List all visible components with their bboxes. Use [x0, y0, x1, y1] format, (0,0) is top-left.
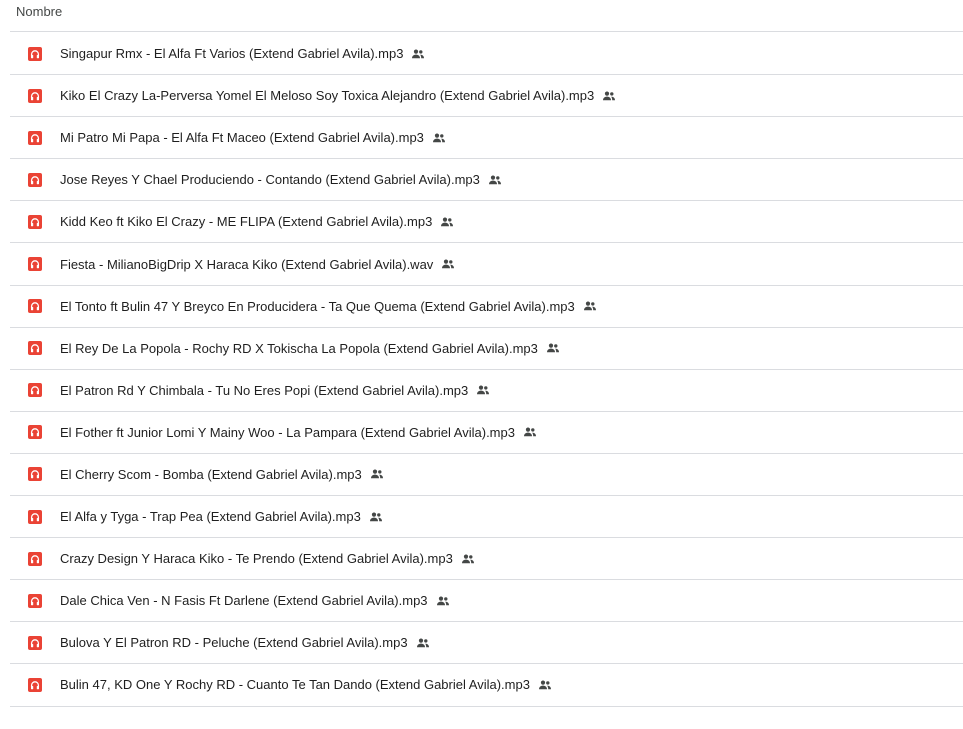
shared-people-icon	[461, 552, 475, 566]
shared-people-icon	[476, 383, 490, 397]
audio-file-icon	[28, 636, 42, 650]
file-list	[10, 33, 963, 707]
shared-people-icon	[583, 299, 597, 313]
file-name: Mi Patro Mi Papa - El Alfa Ft Maceo (Extend Gabriel Avila).mp3	[60, 130, 424, 146]
shared-people-icon	[602, 89, 616, 103]
shared-people-icon	[440, 215, 454, 229]
shared-people-icon	[436, 594, 450, 608]
file-row[interactable]	[10, 286, 963, 328]
file-row[interactable]	[10, 580, 963, 622]
audio-file-icon	[28, 383, 42, 397]
audio-file-icon	[28, 467, 42, 481]
audio-file-icon	[28, 131, 42, 145]
list-header	[10, 0, 963, 32]
audio-file-icon	[28, 173, 42, 187]
file-row[interactable]	[10, 538, 963, 580]
audio-file-icon	[28, 678, 42, 692]
audio-file-icon	[28, 552, 42, 566]
audio-file-icon	[28, 510, 42, 524]
audio-file-icon	[28, 47, 42, 61]
file-name: Bulin 47, KD One Y Rochy RD - Cuanto Te Tan Dando (Extend Gabriel Avila).mp3	[60, 677, 530, 693]
file-row[interactable]	[10, 117, 963, 159]
file-name: Crazy Design Y Haraca Kiko - Te Prendo (Extend Gabriel Avila).mp3	[60, 551, 453, 567]
file-name: El Rey De La Popola - Rochy RD X Tokischa La Popola (Extend Gabriel Avila).mp3	[60, 340, 538, 356]
file-name: Fiesta - MilianoBigDrip X Haraca Kiko (Extend Gabriel Avila).wav	[60, 256, 434, 272]
file-name: El Patron Rd Y Chimbala - Tu No Eres Popi (Extend Gabriel Avila).mp3	[60, 382, 469, 398]
file-name: Jose Reyes Y Chael Produciendo - Contando (Extend Gabriel Avila).mp3	[60, 172, 480, 188]
shared-people-icon	[546, 341, 560, 355]
audio-file-icon	[28, 215, 42, 229]
file-row[interactable]	[10, 370, 963, 412]
shared-people-icon	[488, 173, 502, 187]
shared-people-icon	[370, 467, 384, 481]
shared-people-icon	[523, 425, 537, 439]
shared-people-icon	[411, 47, 425, 61]
file-row[interactable]	[10, 201, 963, 243]
file-row[interactable]	[10, 664, 963, 706]
audio-file-icon	[28, 299, 42, 313]
shared-people-icon	[416, 636, 430, 650]
file-name: El Tonto ft Bulin 47 Y Breyco En Producidera - Ta Que Quema (Extend Gabriel Avila).mp3	[60, 298, 575, 314]
file-row[interactable]	[10, 496, 963, 538]
file-row[interactable]	[10, 75, 963, 117]
audio-file-icon	[28, 89, 42, 103]
shared-people-icon	[441, 257, 455, 271]
file-row[interactable]	[10, 243, 963, 285]
file-name: Singapur Rmx - El Alfa Ft Varios (Extend Gabriel Avila).mp3	[60, 46, 404, 62]
file-name: El Cherry Scom - Bomba (Extend Gabriel Avila).mp3	[60, 466, 362, 482]
file-row[interactable]	[10, 328, 963, 370]
file-row[interactable]	[10, 159, 963, 201]
file-name: Kiko El Crazy La-Perversa Yomel El Meloso Soy Toxica Alejandro (Extend Gabriel Avila).mp3	[60, 88, 595, 104]
file-name: Dale Chica Ven - N Fasis Ft Darlene (Extend Gabriel Avila).mp3	[60, 593, 428, 609]
file-name: El Fother ft Junior Lomi Y Mainy Woo - La Pampara (Extend Gabriel Avila).mp3	[60, 424, 515, 440]
audio-file-icon	[28, 425, 42, 439]
file-row[interactable]	[10, 33, 963, 75]
audio-file-icon	[28, 594, 42, 608]
file-row[interactable]	[10, 412, 963, 454]
file-name: Kidd Keo ft Kiko El Crazy - ME FLIPA (Extend Gabriel Avila).mp3	[60, 214, 433, 230]
file-row[interactable]	[10, 454, 963, 496]
file-name: Bulova Y El Patron RD - Peluche (Extend Gabriel Avila).mp3	[60, 635, 408, 651]
name-column-header[interactable]: Nombre	[16, 4, 63, 19]
file-row[interactable]	[10, 622, 963, 664]
shared-people-icon	[432, 131, 446, 145]
shared-people-icon	[538, 678, 552, 692]
shared-people-icon	[369, 510, 383, 524]
audio-file-icon	[28, 341, 42, 355]
file-name: El Alfa y Tyga - Trap Pea (Extend Gabriel Avila).mp3	[60, 509, 361, 525]
audio-file-icon	[28, 257, 42, 271]
